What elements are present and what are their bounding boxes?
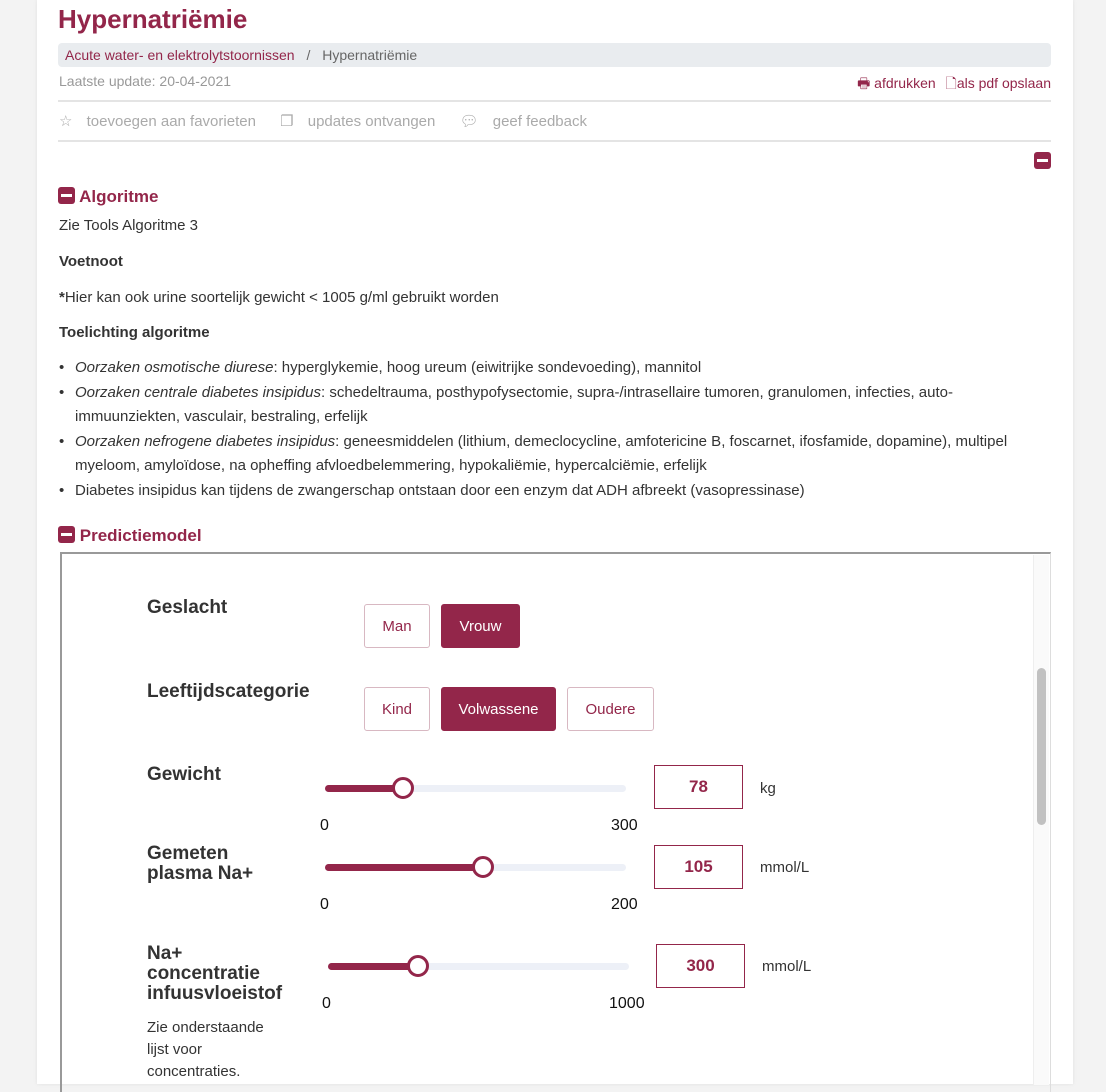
list-item xyxy=(58,430,1048,479)
minus-icon xyxy=(58,526,75,543)
print-button[interactable] xyxy=(857,75,936,91)
breadcrumb-parent-link[interactable]: Acute water- en elektrolytstoornissen xyxy=(65,47,295,63)
copy-icon: ❐ xyxy=(280,113,294,130)
slider-fill xyxy=(328,963,418,970)
list-item xyxy=(58,356,1048,381)
toelichting-heading: Toelichting algoritme xyxy=(59,324,210,341)
item-emphasis: Oorzaken osmotische diurese xyxy=(75,359,274,376)
gewicht-unit: kg xyxy=(760,780,776,797)
infuus-input[interactable]: 300 xyxy=(656,944,745,988)
page-actions xyxy=(857,73,1051,97)
leeftijd-kind-button[interactable]: Kind xyxy=(364,687,430,731)
slider-fill xyxy=(325,864,483,871)
footnote-star: * xyxy=(59,289,65,306)
favorite-button[interactable] xyxy=(59,113,266,130)
gewicht-min: 0 xyxy=(320,817,329,834)
scrollbar-thumb[interactable] xyxy=(1037,668,1046,825)
breadcrumb-current: Hypernatriëmie xyxy=(322,47,418,63)
natrium-unit: mmol/L xyxy=(760,859,810,876)
infuus-unit: mmol/L xyxy=(762,958,812,975)
list-item xyxy=(58,479,1048,504)
geslacht-label: Geslacht xyxy=(147,597,228,618)
gewicht-slider[interactable] xyxy=(325,785,626,792)
item-emphasis: Oorzaken nefrogene diabetes insipidus xyxy=(75,432,336,450)
infuus-note: Zie onderstaande lijst voor concentraties. xyxy=(147,1019,264,1080)
pdf-button[interactable] xyxy=(946,75,1051,91)
list-item xyxy=(58,381,1048,430)
leeftijd-label: Leeftijdscategorie xyxy=(147,681,310,702)
geslacht-man-button[interactable]: Man xyxy=(364,604,430,648)
divider xyxy=(58,100,1051,102)
updates-button[interactable] xyxy=(280,113,445,130)
last-update: Laatste update: 20-04-2021 xyxy=(59,73,232,89)
natrium-max: 200 xyxy=(611,896,638,913)
natrium-min: 0 xyxy=(320,896,329,913)
item-text: : hyperglykemie, hoog ureum (eiwitrijke sondevoeding), mannitol xyxy=(273,359,702,376)
natrium-input[interactable]: 105 xyxy=(654,845,743,889)
infuus-label: Na+ concentratie infuusvloeistof xyxy=(147,943,283,1004)
breadcrumb xyxy=(58,43,1051,67)
feedback-label: geef feedback xyxy=(492,113,587,130)
infuus-slider[interactable] xyxy=(328,963,629,970)
algoritme-link[interactable]: Zie Tools Algoritme 3 xyxy=(59,217,198,234)
infuus-max: 1000 xyxy=(609,995,645,1012)
minus-icon xyxy=(58,187,75,204)
gewicht-input[interactable]: 78 xyxy=(654,765,743,809)
toelichting-list xyxy=(58,356,1048,503)
item-text: Diabetes insipidus kan tijdens de zwangerschap ontstaan door een enzym dat ADH afbreekt (vasopressinase) xyxy=(75,481,805,499)
section-heading: Algoritme xyxy=(79,187,159,206)
leeftijd-volwassene-button[interactable]: Volwassene xyxy=(441,687,556,731)
updates-label: updates ontvangen xyxy=(307,113,436,130)
tools-bar xyxy=(59,112,607,130)
section-predictiemodel-toggle[interactable] xyxy=(58,526,202,546)
item-emphasis: Oorzaken centrale diabetes insipidus xyxy=(75,383,321,401)
printer-icon: 🖶 xyxy=(857,75,871,91)
footnote-text: Hier kan ook urine soortelijk gewicht < 1005 g/ml gebruikt worden xyxy=(64,289,499,306)
predictiemodel-frame xyxy=(60,552,1051,1092)
pdf-file-icon: 🗋 xyxy=(945,75,957,91)
footnote-heading: Voetnoot xyxy=(59,253,123,270)
item-text: : schedeltrauma, posthypofysectomie, supra-/intrasellaire tumoren, granulomen, infecties, auto-immuunziekten, vasculair, bestraling, erfelijk xyxy=(75,383,953,425)
pdf-label: als pdf opslaan xyxy=(956,75,1051,91)
print-label: afdrukken xyxy=(874,75,936,91)
gewicht-label: Gewicht xyxy=(147,764,221,785)
speech-bubble-icon: 💬︎ xyxy=(459,113,479,130)
slider-thumb[interactable] xyxy=(472,856,494,878)
collapse-all-button[interactable] xyxy=(1034,152,1051,169)
section-algoritme-toggle[interactable] xyxy=(58,187,158,207)
feedback-button[interactable] xyxy=(460,113,597,130)
star-icon: ☆ xyxy=(59,113,73,130)
geslacht-vrouw-button[interactable]: Vrouw xyxy=(441,604,520,648)
favorite-label: toevoegen aan favorieten xyxy=(86,113,256,130)
leeftijd-oudere-button[interactable]: Oudere xyxy=(567,687,654,731)
divider xyxy=(58,140,1051,142)
gewicht-max: 300 xyxy=(611,817,638,834)
natrium-slider[interactable] xyxy=(325,864,626,871)
footnote xyxy=(59,289,499,306)
page-title: Hypernatriëmie xyxy=(58,4,248,34)
section-heading: Predictiemodel xyxy=(79,526,202,545)
infuus-min: 0 xyxy=(322,995,331,1012)
breadcrumb-separator: / xyxy=(306,47,311,63)
natrium-label: Gemeten plasma Na+ xyxy=(147,843,254,884)
item-text: : geneesmiddelen (lithium, demeclocycline, amfotericine B, foscarnet, ifosfamide, dopamine), multipel myeloom, amyloïdose, na opheffing afvloedbelemmering, hypokaliëmie, hypercalciëmie, erfelijk xyxy=(75,432,1008,474)
